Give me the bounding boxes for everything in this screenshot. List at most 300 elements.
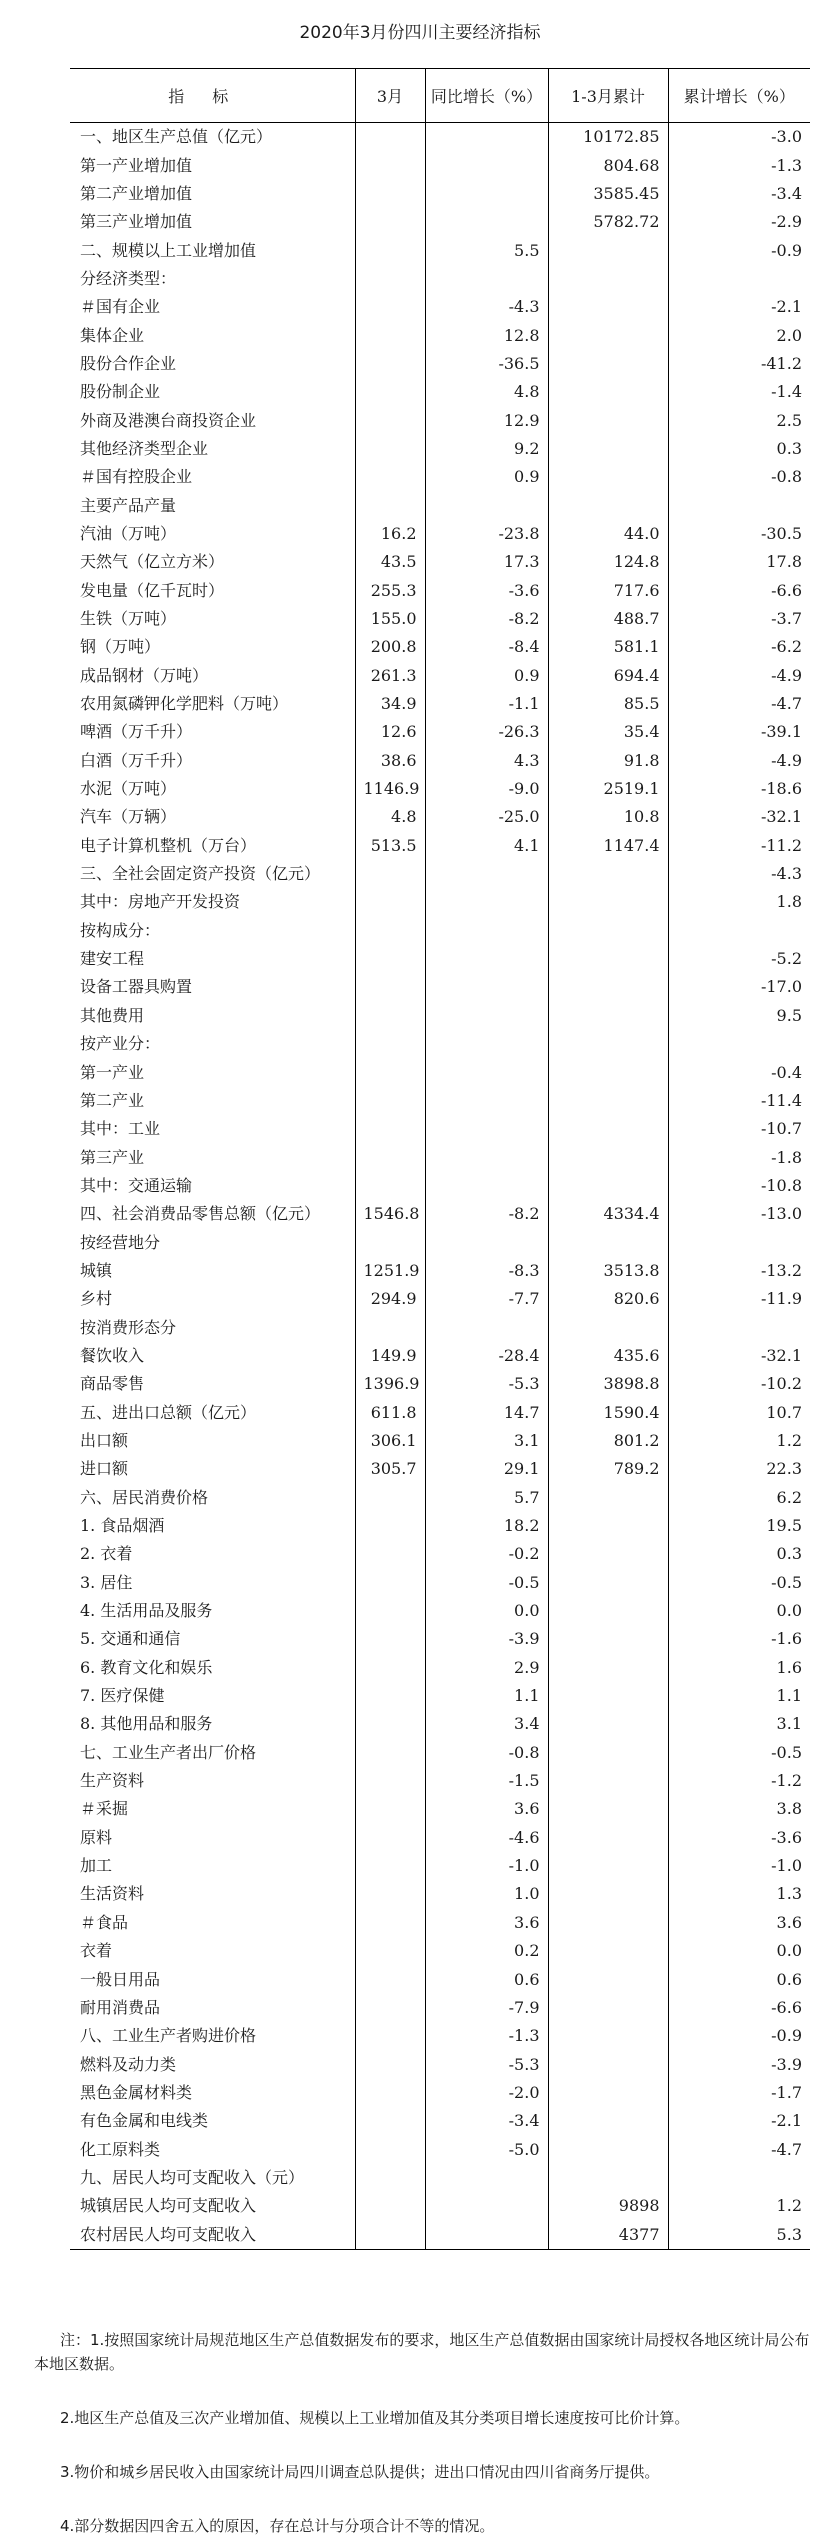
cumulative-growth-cell: -18.6 (668, 775, 810, 803)
march-cell (355, 1540, 425, 1568)
march-cell: 513.5 (355, 832, 425, 860)
yoy-growth-cell: 0.2 (425, 1937, 548, 1965)
table-row (70, 2050, 810, 2078)
march-cell (355, 860, 425, 888)
cumulative-cell (548, 265, 668, 293)
cumulative-growth-cell: 17.8 (668, 548, 810, 576)
table-row (70, 208, 810, 236)
indicator-cell: 九、居民人均可支配收入（元） (80, 2167, 305, 2187)
table-row (70, 690, 810, 718)
indicator-cell: 1. 食品烟酒 (80, 1516, 165, 1536)
cumulative-growth-cell: 0.3 (668, 1540, 810, 1568)
march-cell (355, 1710, 425, 1738)
yoy-growth-cell: 12.8 (425, 321, 548, 349)
yoy-growth-cell: -5.0 (425, 2135, 548, 2163)
cumulative-cell (548, 1313, 668, 1341)
cumulative-growth-cell: 0.0 (668, 1937, 810, 1965)
cumulative-cell (548, 1965, 668, 1993)
table-row (70, 520, 810, 548)
march-cell (355, 1172, 425, 1200)
cumulative-cell (548, 2164, 668, 2192)
table-row (70, 1370, 810, 1398)
yoy-growth-cell: 17.3 (425, 548, 548, 576)
indicator-cell: 集体企业 (80, 325, 145, 345)
indicator-cell: 5. 交通和通信 (80, 1629, 181, 1649)
table-row (70, 1824, 810, 1852)
march-cell (355, 1654, 425, 1682)
march-cell: 255.3 (355, 577, 425, 605)
march-cell (355, 973, 425, 1001)
yoy-growth-cell (425, 917, 548, 945)
indicator-cell: 汽车（万辆） (80, 807, 177, 827)
table-row (70, 1342, 810, 1370)
indicator-cell: 水泥（万吨） (80, 779, 177, 799)
table-row (70, 2164, 810, 2192)
indicator-cell: 按经营地分 (80, 1232, 161, 1252)
indicator-cell: 其他费用 (80, 1005, 145, 1025)
cumulative-growth-cell: -10.2 (668, 1370, 810, 1398)
indicator-cell: 耐用消费品 (80, 1997, 161, 2017)
march-cell: 1546.8 (355, 1200, 425, 1228)
table-header-row (70, 69, 810, 123)
indicator-cell: 其中：房地产开发投资 (80, 892, 241, 912)
yoy-growth-cell: 4.8 (425, 378, 548, 406)
cumulative-growth-cell: -30.5 (668, 520, 810, 548)
cumulative-growth-cell: -2.9 (668, 208, 810, 236)
cumulative-cell (548, 888, 668, 916)
cumulative-growth-cell: -4.3 (668, 860, 810, 888)
table-row (70, 265, 810, 293)
cumulative-growth-cell: 1.3 (668, 1880, 810, 1908)
yoy-growth-cell (425, 2220, 548, 2249)
table-row (70, 747, 810, 775)
indicator-cell: 乡村 (80, 1289, 113, 1309)
indicator-cell: 其中：交通运输 (80, 1175, 193, 1195)
cumulative-cell (548, 1795, 668, 1823)
table-row (70, 605, 810, 633)
cumulative-cell (548, 1058, 668, 1086)
yoy-growth-cell: 3.6 (425, 1909, 548, 1937)
cumulative-cell (548, 378, 668, 406)
cumulative-growth-cell: -39.1 (668, 718, 810, 746)
cumulative-cell: 4334.4 (548, 1200, 668, 1228)
march-cell (355, 2107, 425, 2135)
cumulative-growth-cell: -11.9 (668, 1285, 810, 1313)
cumulative-growth-cell: -32.1 (668, 1342, 810, 1370)
cumulative-growth-cell: -1.6 (668, 1625, 810, 1653)
cumulative-growth-cell: 2.0 (668, 321, 810, 349)
table-row (70, 718, 810, 746)
indicator-cell: 黑色金属材料类 (80, 2082, 193, 2102)
cumulative-cell (548, 945, 668, 973)
indicator-cell: ＃国有控股企业 (80, 467, 193, 487)
yoy-growth-cell: -5.3 (425, 2050, 548, 2078)
cumulative-growth-cell: 1.1 (668, 1682, 810, 1710)
indicator-cell: 设备工器具购置 (80, 977, 193, 997)
march-cell: 294.9 (355, 1285, 425, 1313)
cumulative-cell (548, 1739, 668, 1767)
indicator-cell: ＃食品 (80, 1912, 129, 1932)
cumulative-growth-cell: 6.2 (668, 1484, 810, 1512)
march-cell: 611.8 (355, 1398, 425, 1426)
march-cell: 1396.9 (355, 1370, 425, 1398)
cumulative-growth-cell: -13.0 (668, 1200, 810, 1228)
indicator-cell: 4. 生活用品及服务 (80, 1601, 213, 1621)
cumulative-growth-cell: -1.2 (668, 1767, 810, 1795)
indicator-cell: 六、居民消费价格 (80, 1487, 209, 1507)
cumulative-cell (548, 1852, 668, 1880)
cumulative-growth-cell: 3.8 (668, 1795, 810, 1823)
yoy-growth-cell (425, 1002, 548, 1030)
indicator-cell: 加工 (80, 1856, 113, 1876)
march-cell (355, 1313, 425, 1341)
table-row (70, 662, 810, 690)
yoy-growth-cell (425, 973, 548, 1001)
march-cell: 1146.9 (355, 775, 425, 803)
cumulative-cell: 820.6 (548, 1285, 668, 1313)
cumulative-growth-cell: 1.6 (668, 1654, 810, 1682)
cumulative-cell (548, 1994, 668, 2022)
march-cell (355, 236, 425, 264)
header-yoy-growth: 同比增长（%） (425, 69, 548, 123)
table-row (70, 1767, 810, 1795)
cumulative-cell (548, 293, 668, 321)
yoy-growth-cell: 0.9 (425, 463, 548, 491)
table-row (70, 293, 810, 321)
cumulative-cell: 1147.4 (548, 832, 668, 860)
indicator-cell: 七、工业生产者出厂价格 (80, 1742, 257, 1762)
cumulative-cell: 804.68 (548, 151, 668, 179)
yoy-growth-cell: -28.4 (425, 1342, 548, 1370)
table-row (70, 435, 810, 463)
table-row (70, 1172, 810, 1200)
yoy-growth-cell: -25.0 (425, 803, 548, 831)
indicator-cell: 按消费形态分 (80, 1317, 177, 1337)
cumulative-cell (548, 1228, 668, 1256)
cumulative-cell (548, 236, 668, 264)
march-cell (355, 2079, 425, 2107)
march-cell (355, 1569, 425, 1597)
yoy-growth-cell (425, 491, 548, 519)
yoy-growth-cell: 3.4 (425, 1710, 548, 1738)
table-row (70, 1909, 810, 1937)
cumulative-growth-cell: 22.3 (668, 1455, 810, 1483)
cumulative-growth-cell: -3.7 (668, 605, 810, 633)
march-cell (355, 1739, 425, 1767)
indicator-cell: 衣着 (80, 1941, 113, 1961)
march-cell: 38.6 (355, 747, 425, 775)
indicator-cell: 餐饮收入 (80, 1345, 145, 1365)
yoy-growth-cell (425, 208, 548, 236)
cumulative-growth-cell: -5.2 (668, 945, 810, 973)
cumulative-cell (548, 463, 668, 491)
march-cell: 305.7 (355, 1455, 425, 1483)
table-row (70, 236, 810, 264)
cumulative-cell (548, 1540, 668, 1568)
indicator-cell: 汽油（万吨） (80, 523, 177, 543)
table-body (70, 123, 810, 2250)
march-cell: 34.9 (355, 690, 425, 718)
cumulative-cell (548, 2022, 668, 2050)
table-row (70, 406, 810, 434)
yoy-growth-cell (425, 1087, 548, 1115)
march-cell (355, 1852, 425, 1880)
table-row (70, 123, 810, 152)
cumulative-growth-cell: -4.9 (668, 747, 810, 775)
indicator-cell: 8. 其他用品和服务 (80, 1714, 213, 1734)
cumulative-cell: 91.8 (548, 747, 668, 775)
cumulative-growth-cell: -2.1 (668, 293, 810, 321)
cumulative-cell: 124.8 (548, 548, 668, 576)
yoy-growth-cell: 1.0 (425, 1880, 548, 1908)
march-cell (355, 123, 425, 152)
cumulative-growth-cell: 5.3 (668, 2220, 810, 2249)
cumulative-growth-cell (668, 1030, 810, 1058)
table-row (70, 1285, 810, 1313)
cumulative-growth-cell: -13.2 (668, 1257, 810, 1285)
yoy-growth-cell: -0.8 (425, 1739, 548, 1767)
indicator-cell: 主要产品产量 (80, 495, 177, 515)
cumulative-cell (548, 1909, 668, 1937)
march-cell (355, 378, 425, 406)
indicator-cell: 天然气（亿立方米） (80, 552, 225, 572)
yoy-growth-cell (425, 888, 548, 916)
yoy-growth-cell: 4.1 (425, 832, 548, 860)
footnote-4: 4.部分数据因四舍五入的原因，存在总计与分项合计不等的情况。 (60, 2517, 495, 2535)
march-cell (355, 208, 425, 236)
table-row (70, 1852, 810, 1880)
cumulative-growth-cell: -4.7 (668, 2135, 810, 2163)
table-row (70, 973, 810, 1001)
table-row (70, 2135, 810, 2163)
cumulative-cell: 85.5 (548, 690, 668, 718)
yoy-growth-cell: -7.9 (425, 1994, 548, 2022)
indicator-cell: 3. 居住 (80, 1572, 133, 1592)
cumulative-growth-cell (668, 917, 810, 945)
cumulative-growth-cell: 1.2 (668, 2192, 810, 2220)
cumulative-cell (548, 350, 668, 378)
yoy-growth-cell: -0.2 (425, 1540, 548, 1568)
cumulative-growth-cell: 9.5 (668, 1002, 810, 1030)
table-row (70, 321, 810, 349)
march-cell (355, 406, 425, 434)
march-cell: 4.8 (355, 803, 425, 831)
cumulative-cell (548, 1143, 668, 1171)
cumulative-growth-cell: -32.1 (668, 803, 810, 831)
cumulative-growth-cell (668, 2164, 810, 2192)
cumulative-growth-cell: -2.1 (668, 2107, 810, 2135)
yoy-growth-cell: 0.9 (425, 662, 548, 690)
table-row (70, 2022, 810, 2050)
indicator-cell: 四、社会消费品零售总额（亿元） (80, 1204, 321, 1224)
table-row (70, 1994, 810, 2022)
cumulative-cell (548, 1172, 668, 1200)
march-cell (355, 1880, 425, 1908)
cumulative-growth-cell (668, 265, 810, 293)
table-row (70, 1540, 810, 1568)
cumulative-growth-cell: -0.9 (668, 236, 810, 264)
indicator-cell: 城镇居民人均可支配收入 (80, 2196, 257, 2216)
table-row (70, 577, 810, 605)
indicator-cell: 股份制企业 (80, 382, 161, 402)
table-row (70, 917, 810, 945)
indicator-cell: 出口额 (80, 1430, 129, 1450)
cumulative-growth-cell: 0.0 (668, 1597, 810, 1625)
yoy-growth-cell (425, 151, 548, 179)
table-row (70, 1087, 810, 1115)
yoy-growth-cell: -1.5 (425, 1767, 548, 1795)
cumulative-growth-cell: -6.2 (668, 633, 810, 661)
indicator-cell: 生产资料 (80, 1771, 145, 1791)
cumulative-growth-cell: -3.0 (668, 123, 810, 152)
cumulative-growth-cell: -1.0 (668, 1852, 810, 1880)
march-cell (355, 2050, 425, 2078)
cumulative-cell (548, 1880, 668, 1908)
cumulative-growth-cell: 1.2 (668, 1427, 810, 1455)
yoy-growth-cell: 5.5 (425, 236, 548, 264)
yoy-growth-cell: -4.6 (425, 1824, 548, 1852)
cumulative-growth-cell (668, 1228, 810, 1256)
march-cell (355, 1795, 425, 1823)
yoy-growth-cell (425, 1313, 548, 1341)
indicator-cell: 外商及港澳台商投资企业 (80, 410, 257, 430)
cumulative-growth-cell: 0.6 (668, 1965, 810, 1993)
indicator-cell: 三、全社会固定资产投资（亿元） (80, 864, 321, 884)
march-cell: 12.6 (355, 718, 425, 746)
cumulative-growth-cell: -10.8 (668, 1172, 810, 1200)
cumulative-growth-cell: 10.7 (668, 1398, 810, 1426)
march-cell: 200.8 (355, 633, 425, 661)
march-cell (355, 2164, 425, 2192)
table-row (70, 888, 810, 916)
cumulative-growth-cell (668, 491, 810, 519)
table-row (70, 1200, 810, 1228)
yoy-growth-cell: -1.1 (425, 690, 548, 718)
march-cell (355, 2022, 425, 2050)
cumulative-cell: 3898.8 (548, 1370, 668, 1398)
indicator-cell: 商品零售 (80, 1374, 145, 1394)
march-cell (355, 1115, 425, 1143)
yoy-growth-cell: -8.3 (425, 1257, 548, 1285)
cumulative-cell: 717.6 (548, 577, 668, 605)
cumulative-growth-cell: -1.3 (668, 151, 810, 179)
table-row (70, 1427, 810, 1455)
table-row (70, 1143, 810, 1171)
cumulative-growth-cell: -0.5 (668, 1569, 810, 1597)
march-cell (355, 151, 425, 179)
indicator-cell: 八、工业生产者购进价格 (80, 2026, 257, 2046)
march-cell (355, 2135, 425, 2163)
cumulative-growth-cell: -3.4 (668, 180, 810, 208)
indicator-cell: 成品钢材（万吨） (80, 665, 209, 685)
march-cell (355, 180, 425, 208)
footnotes (34, 2328, 814, 2538)
cumulative-growth-cell: -1.7 (668, 2079, 810, 2107)
march-cell (355, 1484, 425, 1512)
cumulative-cell (548, 1002, 668, 1030)
table-row (70, 2107, 810, 2135)
indicator-cell: 钢（万吨） (80, 637, 161, 657)
cumulative-cell (548, 1654, 668, 1682)
table-row (70, 832, 810, 860)
yoy-growth-cell: -8.4 (425, 633, 548, 661)
header-indicator: 指标 (70, 69, 355, 123)
indicator-cell: 发电量（亿千瓦时） (80, 580, 225, 600)
indicator-cell: ＃采掘 (80, 1799, 129, 1819)
march-cell (355, 463, 425, 491)
yoy-growth-cell: 2.9 (425, 1654, 548, 1682)
header-march: 3月 (355, 69, 425, 123)
table-row (70, 775, 810, 803)
indicator-cell: 第二产业 (80, 1090, 145, 1110)
yoy-growth-cell (425, 860, 548, 888)
cumulative-cell (548, 321, 668, 349)
cumulative-cell: 44.0 (548, 520, 668, 548)
cumulative-growth-cell: -1.8 (668, 1143, 810, 1171)
indicator-cell: 建安工程 (80, 949, 145, 969)
yoy-growth-cell (425, 265, 548, 293)
march-cell: 1251.9 (355, 1257, 425, 1285)
table-row (70, 1739, 810, 1767)
yoy-growth-cell: -4.3 (425, 293, 548, 321)
table-row (70, 378, 810, 406)
table-row (70, 1597, 810, 1625)
cumulative-cell (548, 2050, 668, 2078)
table-row (70, 1398, 810, 1426)
cumulative-cell (548, 1484, 668, 1512)
indicator-cell: 生铁（万吨） (80, 609, 177, 629)
cumulative-cell: 3585.45 (548, 180, 668, 208)
indicator-cell: 7. 医疗保健 (80, 1686, 165, 1706)
march-cell: 306.1 (355, 1427, 425, 1455)
cumulative-cell: 4377 (548, 2220, 668, 2249)
yoy-growth-cell (425, 1058, 548, 1086)
cumulative-growth-cell: -11.2 (668, 832, 810, 860)
footnote-2: 2.地区生产总值及三次产业增加值、规模以上工业增加值及其分类项目增长速度按可比价计算。 (60, 2409, 690, 2427)
cumulative-cell (548, 917, 668, 945)
cumulative-cell (548, 1087, 668, 1115)
table-row (70, 1030, 810, 1058)
indicator-cell: 农村居民人均可支配收入 (70, 2220, 355, 2249)
cumulative-cell (548, 2107, 668, 2135)
indicator-cell: 第二产业增加值 (80, 183, 193, 203)
indicator-cell: 第三产业增加值 (80, 212, 193, 232)
cumulative-cell (548, 1824, 668, 1852)
table-row (70, 803, 810, 831)
table-row (70, 1058, 810, 1086)
cumulative-cell (548, 1625, 668, 1653)
indicator-cell: 二、规模以上工业增加值 (80, 240, 257, 260)
table-row (70, 860, 810, 888)
march-cell (355, 917, 425, 945)
march-cell (355, 435, 425, 463)
march-cell: 149.9 (355, 1342, 425, 1370)
cumulative-cell (548, 1682, 668, 1710)
cumulative-growth-cell: -41.2 (668, 350, 810, 378)
cumulative-growth-cell: -0.4 (668, 1058, 810, 1086)
cumulative-cell (548, 2135, 668, 2163)
march-cell (355, 1512, 425, 1540)
indicator-cell: 6. 教育文化和娱乐 (80, 1657, 213, 1677)
yoy-growth-cell (425, 2164, 548, 2192)
march-cell (355, 2192, 425, 2220)
yoy-growth-cell: -26.3 (425, 718, 548, 746)
table-row (70, 1115, 810, 1143)
table-row (70, 1710, 810, 1738)
yoy-growth-cell: 0.0 (425, 1597, 548, 1625)
table-row (70, 2192, 810, 2220)
march-cell (355, 1909, 425, 1937)
